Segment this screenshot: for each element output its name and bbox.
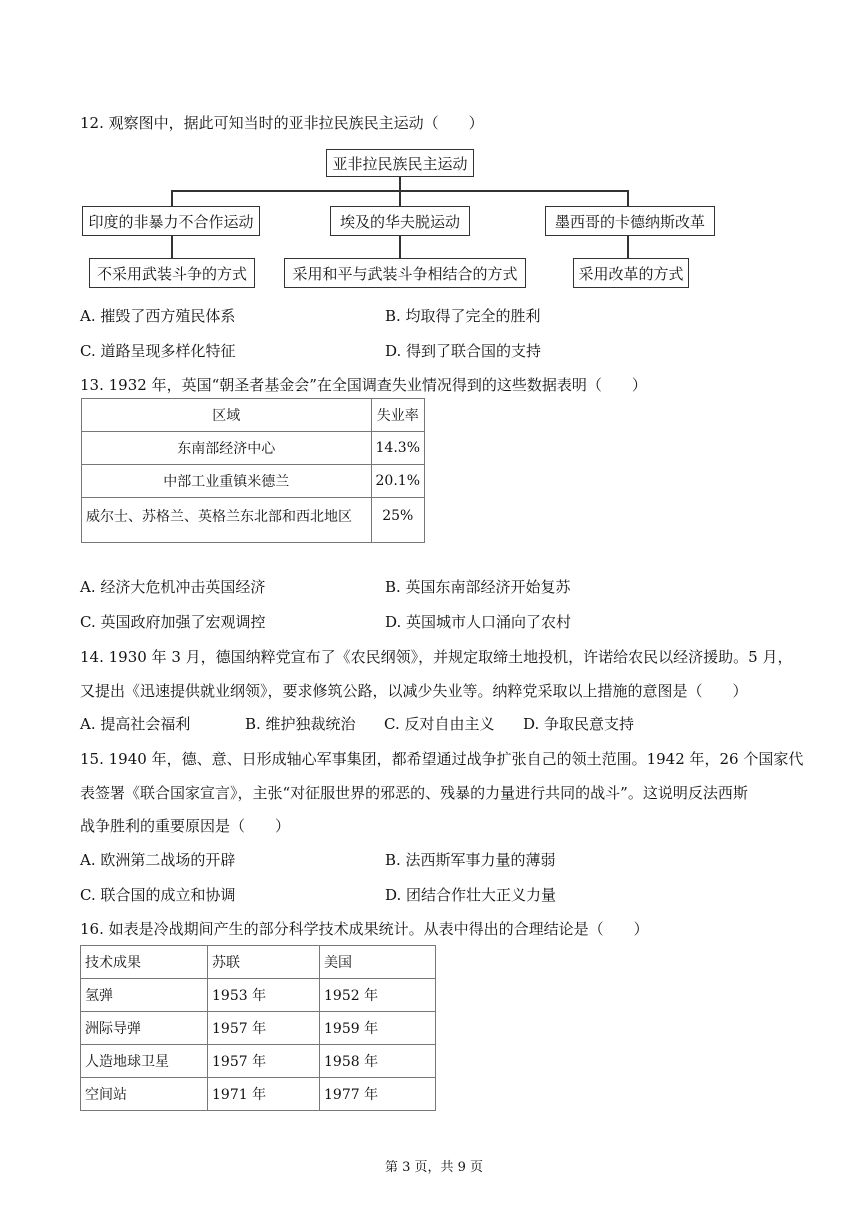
table-cell: 中部工业重镇米德兰 xyxy=(82,465,372,498)
table-header-row xyxy=(81,946,436,979)
q15-option-b: B. 法西斯军事力量的薄弱 xyxy=(385,851,556,869)
table-cell: 洲际导弹 xyxy=(81,1012,208,1045)
table-cell: 25% xyxy=(371,498,424,543)
table-cell: 威尔士、苏格兰、英格兰东北部和西北地区 xyxy=(82,498,372,543)
q14-stem-line2: 又提出《迅速提供就业纲领》，要求修筑公路，以减少失业等。纳粹党采取以上措施的意图是（ ） xyxy=(80,682,748,700)
q16-stem: 16. 如表是冷战期间产生的部分科学技术成果统计。从表中得出的合理结论是（ ） xyxy=(80,920,649,938)
q12-option-b: B. 均取得了完全的胜利 xyxy=(385,307,541,325)
q16-table xyxy=(80,945,436,1111)
table-cell: 1977 年 xyxy=(320,1078,436,1111)
q14-option-a: A. 提高社会福利 xyxy=(80,715,191,733)
q12-option-a: A. 摧毁了西方殖民体系 xyxy=(80,307,236,325)
table-cell: 1959 年 xyxy=(320,1012,436,1045)
table-row xyxy=(82,465,425,498)
q14-stem-line1: 14. 1930 年 3 月，德国纳粹党宣布了《农民纲领》，并规定取缔土地投机，许诺给农民以经济援助。5 月， xyxy=(80,648,793,666)
q13-table xyxy=(81,398,425,543)
table-cell: 1957 年 xyxy=(208,1045,320,1078)
diagram-root: 亚非拉民族民主运动 xyxy=(326,149,474,177)
table-row xyxy=(81,1012,436,1045)
table-header: 美国 xyxy=(320,946,436,979)
q14-option-b: B. 维护独裁统治 xyxy=(245,715,356,733)
q13-option-a: A. 经济大危机冲击英国经济 xyxy=(80,578,266,596)
q13-stem: 13. 1932 年，英国“朝圣者基金会”在全国调查失业情况得到的这些数据表明（ ） xyxy=(80,376,647,394)
diagram-method-2: 采用和平与武装斗争相结合的方式 xyxy=(284,258,526,288)
q13-option-b: B. 英国东南部经济开始复苏 xyxy=(385,578,571,596)
table-cell: 1953 年 xyxy=(208,979,320,1012)
table-cell: 1957 年 xyxy=(208,1012,320,1045)
q14-option-d: D. 争取民意支持 xyxy=(523,715,635,733)
table-cell: 20.1% xyxy=(371,465,424,498)
table-cell: 人造地球卫星 xyxy=(81,1045,208,1078)
table-row xyxy=(82,498,425,543)
q13-option-d: D. 英国城市人口涌向了农村 xyxy=(385,613,572,631)
q15-option-d: D. 团结合作壮大正义力量 xyxy=(385,886,557,904)
table-row xyxy=(81,979,436,1012)
table-header: 失业率 xyxy=(371,399,424,432)
q15-stem-line3: 战争胜利的重要原因是（ ） xyxy=(80,817,291,835)
table-row xyxy=(82,432,425,465)
q15-option-a: A. 欧洲第二战场的开辟 xyxy=(80,851,236,869)
table-cell: 1958 年 xyxy=(320,1045,436,1078)
table-header: 技术成果 xyxy=(81,946,208,979)
table-cell: 空间站 xyxy=(81,1078,208,1111)
table-header: 区域 xyxy=(82,399,372,432)
diagram-movement-egypt: 埃及的华夫脱运动 xyxy=(330,206,470,236)
table-cell: 1971 年 xyxy=(208,1078,320,1111)
q13-option-c: C. 英国政府加强了宏观调控 xyxy=(80,613,266,631)
diagram-method-3: 采用改革的方式 xyxy=(573,258,689,288)
diagram-movement-india: 印度的非暴力不合作运动 xyxy=(82,206,260,236)
table-row xyxy=(81,1045,436,1078)
page-number: 第 3 页，共 9 页 xyxy=(384,1160,484,1175)
q12-stem: 12. 观察图中，据此可知当时的亚非拉民族民主运动（ ） xyxy=(80,114,484,132)
table-header: 苏联 xyxy=(208,946,320,979)
table-row xyxy=(81,1078,436,1111)
table-header-row xyxy=(82,399,425,432)
q12-option-c: C. 道路呈现多样化特征 xyxy=(80,342,236,360)
q15-stem-line2: 表签署《联合国家宣言》，主张“对征服世界的邪恶的、残暴的力量进行共同的战斗”。这说明反法西斯 xyxy=(80,784,748,802)
table-cell: 1952 年 xyxy=(320,979,436,1012)
table-cell: 氢弹 xyxy=(81,979,208,1012)
diagram-movement-mexico: 墨西哥的卡德纳斯改革 xyxy=(545,206,715,236)
q15-stem-line1: 15. 1940 年，德、意、日形成轴心军事集团，都希望通过战争扩张自己的领土范围。1942 年，26 个国家代 xyxy=(80,750,804,768)
q14-option-c: C. 反对自由主义 xyxy=(384,715,495,733)
q15-option-c: C. 联合国的成立和协调 xyxy=(80,886,236,904)
table-cell: 东南部经济中心 xyxy=(82,432,372,465)
table-cell: 14.3% xyxy=(371,432,424,465)
q12-option-d: D. 得到了联合国的支持 xyxy=(385,342,542,360)
diagram-method-1: 不采用武装斗争的方式 xyxy=(89,258,255,288)
